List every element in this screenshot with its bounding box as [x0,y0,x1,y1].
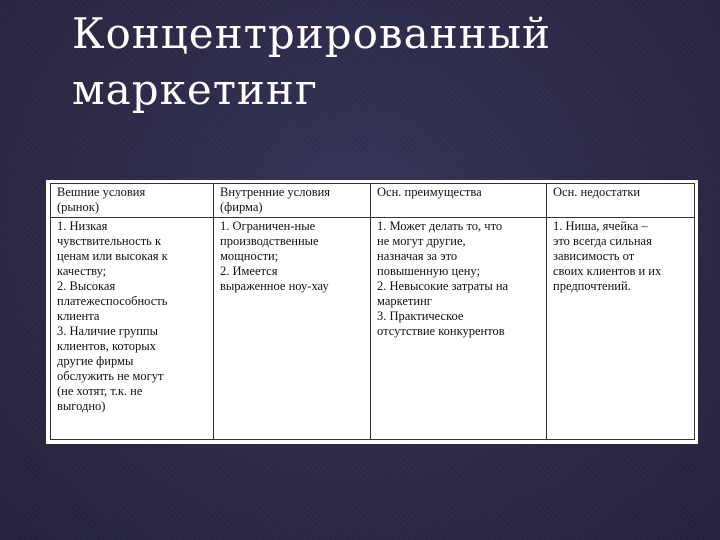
cell-main-disadvantages: 1. Ниша, ячейка – это всегда сильная зависимость от своих клиентов и их предпочтений. [547,218,695,440]
table-row [51,218,695,440]
cell-internal-conditions: 1. Ограничен-ные производственные мощности; 2. Имеется выраженное ноу-хау [214,218,371,440]
concentrated-marketing-table [50,183,695,440]
table-header-row [51,184,695,218]
cell-main-advantages: 1. Может делать то, что не могут другие, назначая за это повышенную цену; 2. Невысокие затраты на маркетинг 3. Практическое отсутствие конкурентов [371,218,547,440]
header-internal-conditions: Внутренние условия (фирма) [214,184,371,218]
slide-title-line-1: Концентрированный [72,9,552,58]
table-panel [46,180,698,444]
header-main-advantages: Осн. преимущества [371,184,547,218]
header-main-disadvantages: Осн. недостатки [547,184,695,218]
slide-title-line-2: маркетинг [72,65,318,114]
cell-external-conditions: 1. Низкая чувствительность к ценам или высокая к качеству; 2. Высокая платежеспособность клиента 3. Наличие группы клиентов, которых другие фирмы обслужить не могут (не хотят, т.к. не выгодно) [51,218,214,440]
slide-title [72,6,692,118]
header-external-conditions: Вешние условия (рынок) [51,184,214,218]
